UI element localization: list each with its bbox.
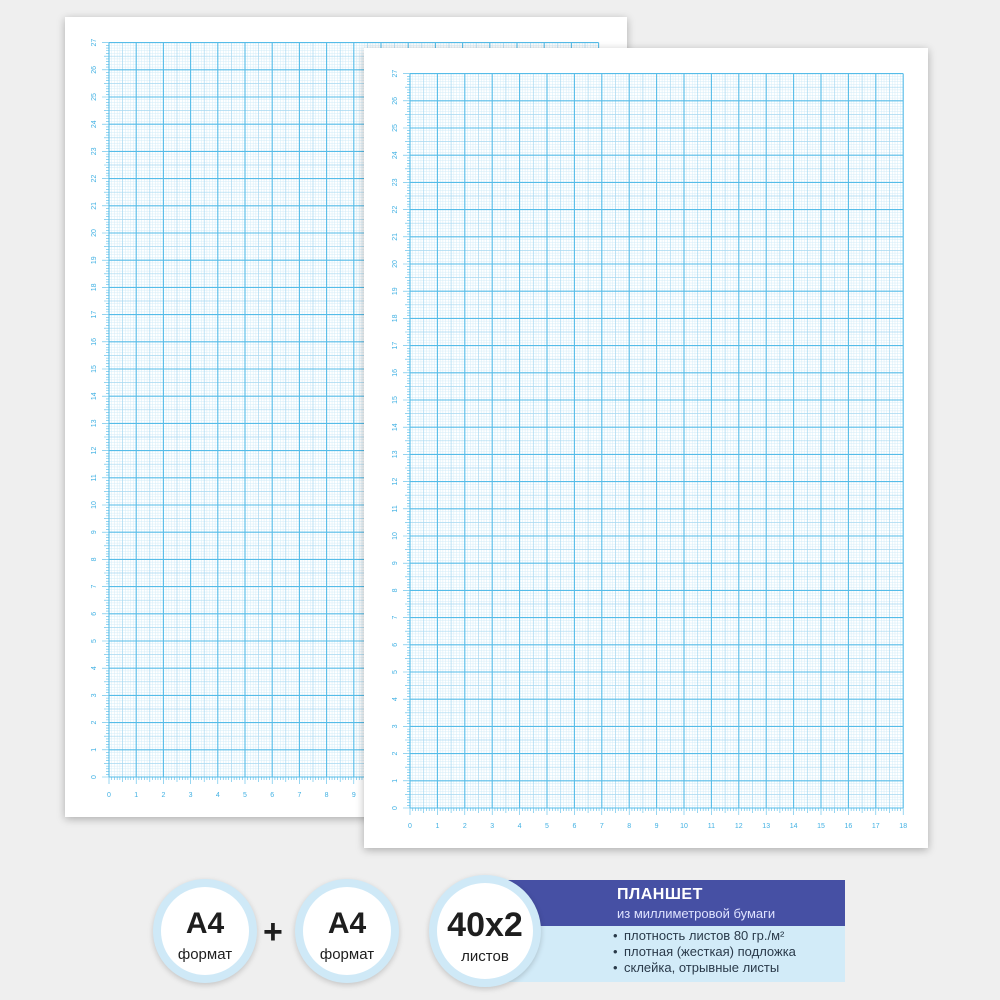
x-tick-label: 9 <box>654 823 659 830</box>
y-tick-label: 27 <box>90 38 98 47</box>
sheet-count-badge <box>429 875 541 987</box>
x-tick-label: 9 <box>351 792 356 799</box>
x-tick-label: 5 <box>243 792 247 799</box>
feature-text: плотная (жесткая) подложка <box>624 944 796 959</box>
format-badge-left <box>153 879 257 983</box>
y-tick-label: 2 <box>391 751 399 756</box>
feature-text: плотность листов 80 гр./м² <box>624 928 785 943</box>
x-tick-label: 5 <box>545 823 549 830</box>
list-item <box>613 944 796 960</box>
x-tick-label: 0 <box>107 792 111 799</box>
y-tick-label: 8 <box>391 588 399 593</box>
y-tick-label: 16 <box>391 368 399 377</box>
x-tick-label: 6 <box>572 823 577 830</box>
y-tick-label: 21 <box>90 201 98 210</box>
x-tick-label: 17 <box>871 823 880 830</box>
y-tick-label: 12 <box>391 477 399 486</box>
x-tick-label: 14 <box>789 823 798 830</box>
y-tick-label: 19 <box>391 287 399 296</box>
format-caption: формат <box>319 946 375 963</box>
x-tick-label: 8 <box>324 792 329 799</box>
y-tick-label: 9 <box>90 530 98 535</box>
y-tick-label: 27 <box>391 69 399 78</box>
y-tick-label: 6 <box>90 611 98 616</box>
bullet-icon: • <box>613 960 618 975</box>
x-tick-label: 7 <box>599 823 604 830</box>
x-tick-label: 0 <box>408 823 412 830</box>
x-tick-label: 6 <box>270 792 275 799</box>
y-tick-label: 23 <box>90 147 98 156</box>
y-tick-label: 24 <box>391 151 399 160</box>
y-tick-label: 19 <box>90 256 98 265</box>
y-tick-label: 25 <box>90 93 98 101</box>
y-tick-label: 7 <box>391 615 399 620</box>
y-tick-label: 10 <box>90 501 98 509</box>
y-tick-label: 22 <box>90 174 98 183</box>
y-tick-label: 14 <box>391 423 399 432</box>
plus-sign: + <box>263 913 283 951</box>
y-tick-label: 25 <box>391 124 399 132</box>
bullet-icon: • <box>613 928 618 943</box>
format-caption: формат <box>177 946 233 963</box>
y-tick-label: 3 <box>391 724 399 729</box>
y-tick-label: 26 <box>90 65 98 74</box>
y-tick-label: 6 <box>391 642 399 647</box>
y-tick-label: 4 <box>90 666 98 671</box>
format-value: А4 <box>185 907 225 940</box>
y-tick-label: 10 <box>391 532 399 540</box>
graph-grid-front <box>364 48 928 848</box>
x-tick-label: 1 <box>435 823 440 830</box>
y-tick-label: 14 <box>90 392 98 401</box>
y-tick-label: 18 <box>391 314 399 323</box>
y-tick-label: 11 <box>391 505 399 513</box>
ruler-ticks <box>403 74 903 815</box>
sheet-count-value: 40х2 <box>447 906 523 944</box>
x-tick-label: 10 <box>680 823 688 830</box>
x-tick-label: 4 <box>215 792 220 799</box>
info-feature-list <box>613 928 796 976</box>
x-tick-label: 3 <box>490 823 495 830</box>
x-tick-label: 2 <box>161 792 166 799</box>
y-tick-label: 0 <box>391 806 399 810</box>
x-tick-label: 3 <box>188 792 193 799</box>
y-tick-label: 12 <box>90 446 98 455</box>
x-tick-label: 11 <box>707 823 716 830</box>
x-tick-label: 16 <box>844 823 853 830</box>
x-tick-label: 4 <box>517 823 522 830</box>
info-title: ПЛАНШЕТ <box>617 886 703 903</box>
y-tick-label: 18 <box>90 283 98 292</box>
y-tick-label: 11 <box>90 474 98 482</box>
y-tick-label: 7 <box>90 584 98 589</box>
feature-text: склейка, отрывные листы <box>624 960 780 975</box>
x-tick-label: 15 <box>817 823 825 830</box>
y-tick-label: 1 <box>90 747 98 752</box>
y-tick-label: 8 <box>90 557 98 562</box>
x-tick-label: 18 <box>899 823 908 830</box>
y-tick-label: 15 <box>90 365 98 373</box>
y-tick-label: 20 <box>391 260 399 268</box>
y-tick-label: 4 <box>391 697 399 702</box>
y-tick-label: 5 <box>90 639 98 643</box>
x-tick-label: 13 <box>762 823 771 830</box>
x-tick-label: 12 <box>734 823 743 830</box>
y-tick-label: 13 <box>391 450 399 459</box>
x-tick-label: 8 <box>627 823 632 830</box>
y-tick-label: 16 <box>90 337 98 346</box>
y-tick-label: 17 <box>90 310 98 319</box>
y-tick-label: 23 <box>391 178 399 187</box>
x-tick-label: 7 <box>297 792 302 799</box>
graph-sheet-front <box>364 48 928 848</box>
list-item <box>613 928 796 944</box>
format-badge-right <box>295 879 399 983</box>
y-tick-label: 2 <box>90 720 98 725</box>
x-tick-label: 2 <box>462 823 467 830</box>
product-info-panel <box>500 880 845 982</box>
y-tick-label: 0 <box>90 775 98 779</box>
y-tick-label: 21 <box>391 232 399 241</box>
y-tick-label: 13 <box>90 419 98 428</box>
y-tick-label: 9 <box>391 561 399 566</box>
list-item <box>613 960 796 976</box>
y-tick-label: 1 <box>391 778 399 783</box>
y-tick-label: 17 <box>391 341 399 350</box>
x-tick-label: 1 <box>134 792 139 799</box>
y-tick-label: 26 <box>391 96 399 105</box>
sheet-count-caption: листов <box>461 948 509 965</box>
y-tick-label: 24 <box>90 120 98 129</box>
bullet-icon: • <box>613 944 618 959</box>
y-tick-label: 15 <box>391 396 399 404</box>
format-value: А4 <box>327 907 367 940</box>
y-tick-label: 5 <box>391 670 399 674</box>
y-tick-label: 22 <box>391 205 399 214</box>
info-subtitle: из миллиметровой бумаги <box>617 906 776 921</box>
y-tick-label: 20 <box>90 229 98 237</box>
y-tick-label: 3 <box>90 693 98 698</box>
